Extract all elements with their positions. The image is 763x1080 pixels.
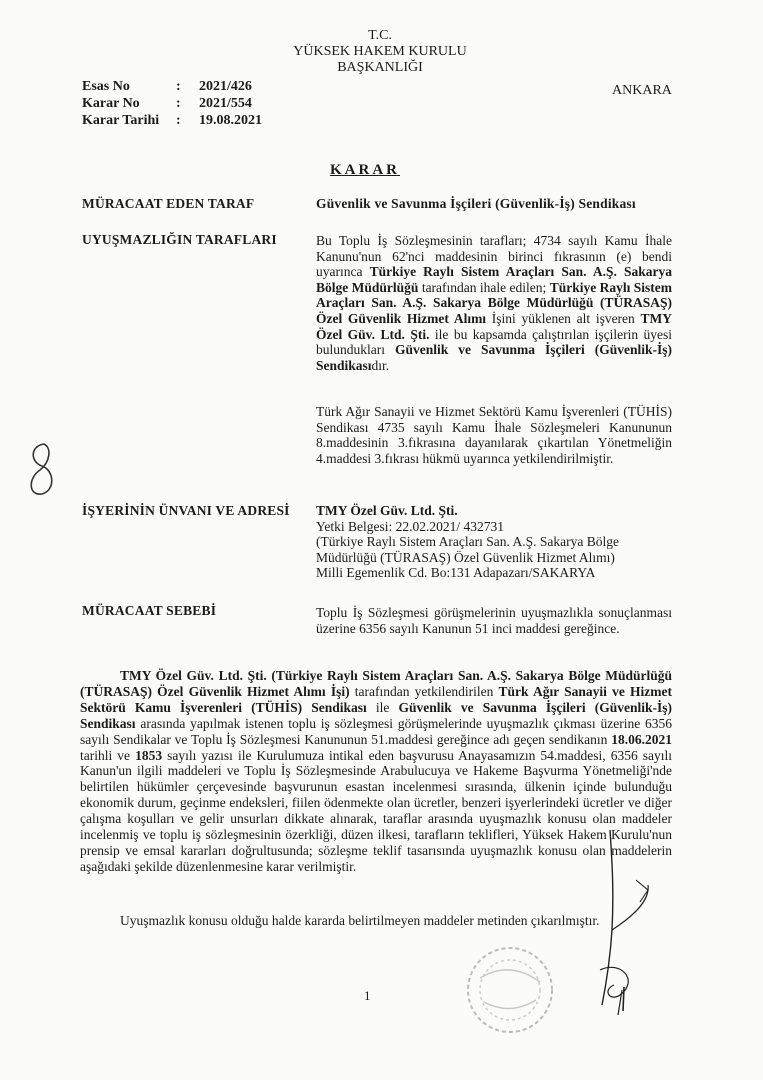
karar-label: Karar No — [82, 96, 140, 111]
location: ANKARA — [612, 83, 672, 98]
esas-value: 2021/426 — [199, 79, 252, 94]
header-tc: T.C. — [368, 28, 392, 43]
karar-colon: : — [176, 96, 181, 111]
isyeri-block — [316, 503, 676, 581]
isyeri-address: Milli Egemenlik Cd. Bo:131 Adapazarı/SAKARYA — [316, 565, 596, 581]
muracaat-label: MÜRACAAT EDEN TARAF — [82, 196, 255, 211]
document-title: KARAR — [330, 162, 400, 178]
page-number: 1 — [364, 988, 371, 1003]
body-paragraph: TMY Özel Güv. Ltd. Şti. (Türkiye Raylı Sistem Araçları San. A.Ş. Sakarya Bölge Müdürlüğü (TÜRASAŞ) Özel Güvenlik Hizmet Alımı İşi) tarafından yetkilendirilen Türk Ağır Sanayii ve Hizmet Sektörü Kamu İşverenleri (TÜHİS) Sendikası ile Güvenlik ve Savunma İşçileri (Güvenlik-İş) Sendikası arasında yapılmak istenen toplu iş sözleşmesi görüşmelerinde uyuşmazlık çıkması üzerine 6356 sayılı Sendikalar ve Toplu İş Sözleşmesi Kanununun 51.maddesi gereğince adı geçen sendikanın 18.06.2021 tarihli ve 1853 sayılı yazısı ile Kurulumuza intikal eden başvurusu Anayasamızın 54.maddesi, 6356 sayılı Kanun'un ilgili maddeleri ve Toplu İş Sözleşmesinde Arabulucuya ve Hakeme Başvurma Yönetmeliği'nde belirtilen hükümler çerçevesinde başvurunun esastan incelenmesi sırasında, ülkenin içinde bulunduğu ekonomik durum, geçinme endeksleri, fiilen ödenmekte olan ücretler, benzeri işyerlerindeki ücretler ve diğer çalışma koşulları ve gelir unsurları dikkate alınarak, taraflar arasında uyuşmazlık konusu olan maddeler incelenmiş ve toplu iş sözleşmesinin özerkliği, düzen ilkesi, tarafların teklifleri, Yüksek Hakem Kurulu'nun prensip ve emsal kararları doğrultusunda; sözleşme teklif tasarısında uyuşmazlık konusu olan maddelerin aşağıdaki şekilde düzenlenmesine karar verilmiştir. — [80, 668, 673, 874]
taraflar-paragraph-2: Türk Ağır Sanayii ve Hizmet Sektörü Kamu İşverenleri (TÜHİS) Sendikası 4735 sayılı Kamu İhale Sözleşmeleri Kanununun 8.maddesinin 3.fıkrasına dayanılarak çıkartılan Yönetmeliğin 4.maddesi 3.fıkrası hükmü uyarınca yetkilendirilmiştir. — [316, 404, 672, 466]
isyeri-name: TMY Özel Güv. Ltd. Şti. — [316, 503, 458, 518]
isyeri-yetki: Yetki Belgesi: 22.02.2021/ 432731 — [316, 518, 505, 534]
taraflar-paragraph-1: Bu Toplu İş Sözleşmesinin tarafları; 4734 sayılı Kamu İhale Kanunu'nun 62'nci maddesinin birinci fıkrasının (e) bendi uyarınca Türkiye Raylı Sistem Araçları San. A.Ş. Sakarya Bölge Müdürlüğü tarafından ihale edilen; Türkiye Raylı Sistem Araçları San. A.Ş. Sakarya Bölge Müdürlüğü (TÜRASAŞ) Özel Güvenlik Hizmet Alımı İşini yüklenen alt işveren TMY Özel Güv. Ltd. Şti. ile bu kapsamda çalıştırılan işçilerin üyesi bulundukları Güvenlik ve Savunma İşçileri (Güvenlik-İş) Sendikasıdır. — [316, 233, 673, 373]
tarih-label: Karar Tarihi — [82, 113, 160, 128]
karar-value: 2021/554 — [199, 96, 252, 111]
signature-stroke-icon — [614, 985, 634, 1015]
muracaat-value: Güvenlik ve Savunma İşçileri (Güvenlik-İş) Sendikası — [316, 196, 636, 211]
isyeri-label: İŞYERİNİN ÜNVANI VE ADRESİ — [82, 503, 290, 518]
sebep-label: MÜRACAAT SEBEBİ — [82, 603, 217, 618]
taraflar-label: UYUŞMAZLIĞIN TARAFLARI — [82, 232, 277, 247]
header-department: BAŞKANLIĞI — [337, 60, 423, 75]
tarih-colon: : — [176, 113, 181, 128]
isyeri-description: (Türkiye Raylı Sistem Araçları San. A.Ş. Sakarya Bölge Müdürlüğü (TÜRASAŞ) Özel Güvenlik Hizmet Alımı) — [316, 534, 619, 565]
esas-colon: : — [176, 79, 181, 94]
header-institution: YÜKSEK HAKEM KURULU — [293, 44, 467, 59]
sebep-value: Toplu İş Sözleşmesi görüşmelerinin uyuşmazlıkla sonuçlanması üzerine 6356 sayılı Kanunun 51 inci maddesi gereğince. — [316, 605, 672, 636]
esas-label: Esas No — [82, 79, 130, 94]
tarih-value: 19.08.2021 — [199, 113, 262, 128]
handwritten-mark-icon — [22, 440, 62, 500]
closing-sentence: Uyuşmazlık konusu olduğu halde kararda belirtilmeyen maddeler metinden çıkarılmıştır. — [120, 913, 600, 928]
